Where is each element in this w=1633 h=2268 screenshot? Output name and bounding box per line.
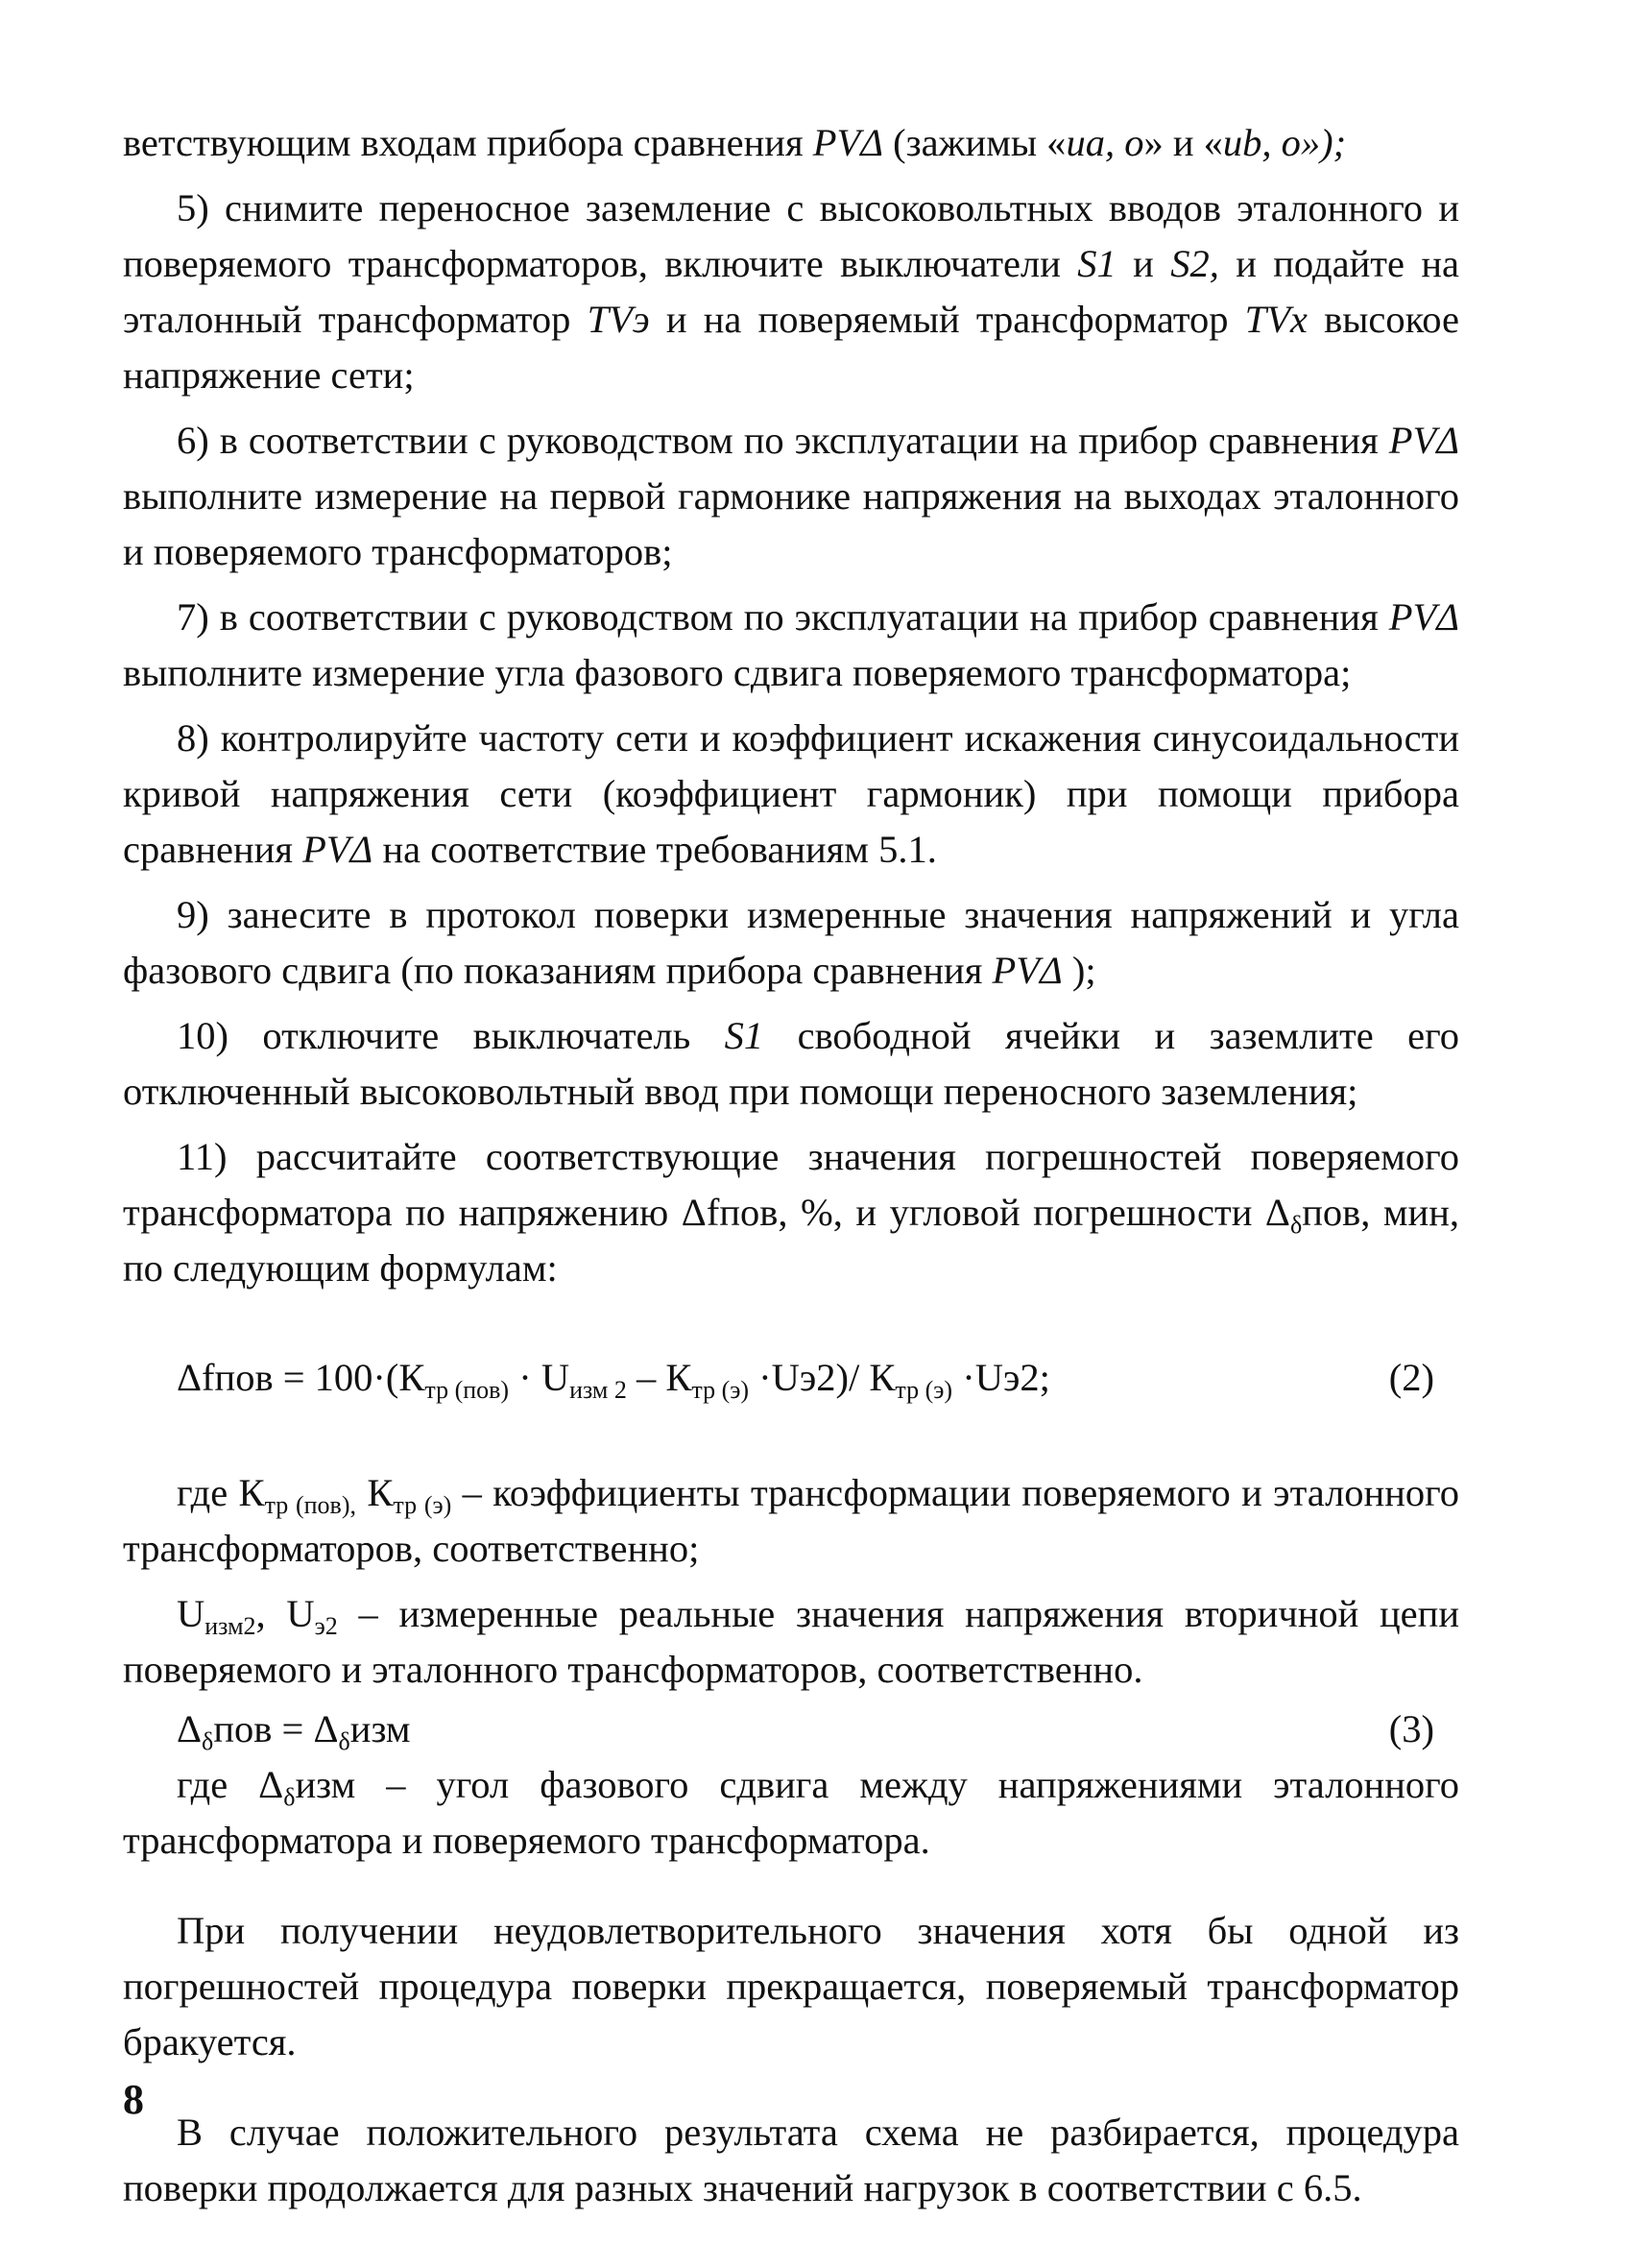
step-5: 5) снимите переносное заземление с высоковольтных вводов эталонного и поверяемого трансформаторов, включите выключатели S1 и S2, и подайте на эталонный трансформатор TVэ и на поверяемый трансформатор TVх высокое напряжение сети;	[123, 186, 1459, 397]
step-10: 10) отключите выключатель S1 свободной ячейки и заземлите его отключенный высоковольтный ввод при помощи переносного заземления;	[123, 1014, 1459, 1113]
text-column	[123, 115, 1459, 2216]
step-8: 8) контролируйте частоту сети и коэффициент искажения синусоидальности кривой напряжения сети (коэффициент гармоник) при помощи прибора сравнения PVΔ на соответствие требованиям 5.1.	[123, 716, 1459, 871]
where-voltages: $U_{изм2}$, $U_{э2}$ – измеренные реальные значения напряжения вторичной цепи поверяемого и эталонного трансформаторов, соответственно.	[123, 1592, 1460, 1691]
formula-3-number: (3)	[1388, 1707, 1434, 1750]
positive-result-paragraph: В случае положительного результата схема не разбирается, процедура поверки продолжается для разных значений нагрузок в соответствии с 6.5.	[123, 2111, 1459, 2209]
formula-2-number: (2)	[1388, 1356, 1434, 1399]
formula-2	[123, 1350, 1459, 1406]
step-6: 6) в соответствии с руководством по эксплуатации на прибор сравнения PVΔ выполните измерение на первой гармонике напряжения на выходах эталонного и поверяемого трансформаторов;	[123, 419, 1459, 573]
formula-3	[123, 1701, 1459, 1757]
where-phase-shift: где $\Delta_\delta изм$ – угол фазового сдвига между напряжениями эталонного трансформатора и поверяемого трансформатора.	[123, 1763, 1459, 1862]
continued-paragraph: ветствующим входам прибора сравнения PVΔ (зажимы «uа, о» и «ub, о»);	[123, 121, 1347, 164]
formula-2-body: Δfпов = $100\cdot(К_{тр (пов)} \cdot U_{изм 2} - К_{тр (э)} \cdot Uэ2)/$ $К_{тр (э)} \cdot Uэ2$;	[177, 1356, 1050, 1404]
unsatisfactory-result-paragraph: При получении неудовлетворительного значения хотя бы одной из погрешностей процедура поверки прекращается, поверяемый трансформатор бракуется.	[123, 1909, 1459, 2063]
step-9: 9) занесите в протокол поверки измеренные значения напряжений и угла фазового сдвига (по показаниям прибора сравнения PVΔ );	[123, 893, 1459, 992]
page-number: 8	[123, 2076, 144, 2123]
where-coefficients: где $К_{тр (пов),}$ $К_{тр (э)}$ – коэффициенты трансформации поверяемого и эталонного трансформаторов, соответственно;	[123, 1471, 1460, 1570]
step-11: 11) рассчитайте соответствующие значения погрешностей поверяемого трансформатора по напряжению Δfпов, %, и угловой погрешности $\Delta_\delta пов$, мин, по следующим формулам:	[123, 1135, 1459, 1290]
step-7: 7) в соответствии с руководством по эксплуатации на прибор сравнения PVΔ выполните измерение угла фазового сдвига поверяемого трансформатора;	[123, 595, 1459, 694]
formula-3-body: $\Delta_\delta пов = \Delta_\delta изм$	[177, 1707, 411, 1755]
